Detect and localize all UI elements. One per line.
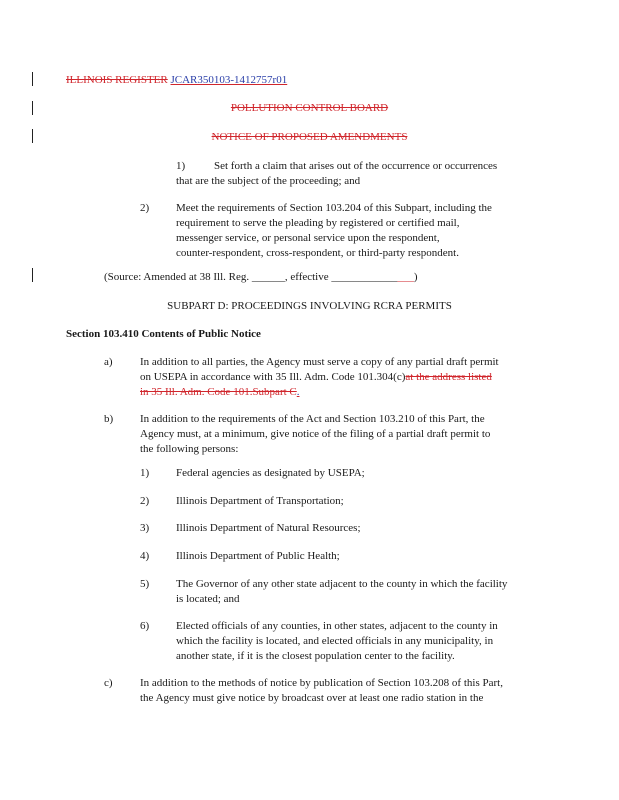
para-c-line: the Agency must give notice by broadcast over at least one radio station in the xyxy=(140,692,484,704)
source-inserted: ___ xyxy=(397,271,414,283)
section-heading: Section 103.410 Contents of Public Notice xyxy=(66,328,261,340)
list2-item-line: Federal agencies as designated by USEPA; xyxy=(176,467,365,479)
subpart-heading: SUBPART D: PROCEEDINGS INVOLVING RCRA PERMITS xyxy=(167,300,452,312)
para-a-deleted: at the address listed xyxy=(405,371,492,383)
notice-title: NOTICE OF PROPOSED AMENDMENTS xyxy=(211,131,408,143)
para-a-line xyxy=(140,386,300,398)
para-b-line: Agency must, at a minimum, give notice of the filing of a partial draft permit to xyxy=(140,428,491,440)
list2-item-line: Elected officials of any counties, in other states, adjacent to the county in xyxy=(176,620,498,632)
list1-item-2-line: messenger service, or personal service upon the respondent, xyxy=(176,232,440,244)
list2-item-num: 4) xyxy=(140,550,150,562)
para-c-label: c) xyxy=(104,677,113,689)
list2-item-num: 5) xyxy=(140,578,150,590)
list2-item-line: another state, if it is the closest population center to the facility. xyxy=(176,650,455,662)
para-a-line2-text: on USEPA in accordance with 35 Ill. Adm. Code 101.304(c) xyxy=(140,371,406,383)
change-bar xyxy=(32,72,33,86)
para-b-line: In addition to the requirements of the Act and Section 103.210 of this Part, the xyxy=(140,413,485,425)
list2-item-num: 3) xyxy=(140,522,150,534)
list1-item-2-line: requirement to serve the pleading by registered or certified mail, xyxy=(176,217,460,229)
list1-item-1-line: Set forth a claim that arises out of the occurrence or occurrences xyxy=(214,160,498,172)
list1-item-2-num: 2) xyxy=(140,202,150,214)
change-bar xyxy=(32,268,33,282)
source-text: (Source: Amended at 38 Ill. Reg. ______, effective ____________ xyxy=(104,271,398,283)
para-a-line xyxy=(140,371,492,383)
para-a-line: In addition to all parties, the Agency must serve a copy of any partial draft permit xyxy=(140,356,499,368)
para-b-label: b) xyxy=(104,413,114,425)
list2-item-line: The Governor of any other state adjacent to the county in which the facility xyxy=(176,578,508,590)
para-b-line: the following persons: xyxy=(140,443,239,455)
register-struck: ILLINOIS REGISTER xyxy=(66,74,168,86)
list2-item-num: 6) xyxy=(140,620,150,632)
source-note xyxy=(104,271,418,283)
list2-item-num: 2) xyxy=(140,495,150,507)
para-c-line: In addition to the methods of notice by publication of Section 103.208 of this Part, xyxy=(140,677,503,689)
board-title: POLLUTION CONTROL BOARD xyxy=(230,102,389,114)
register-header xyxy=(66,74,287,86)
source-close: ) xyxy=(413,271,418,283)
list1-item-1-line: that are the subject of the proceeding; and xyxy=(176,175,361,187)
list2-item-num: 1) xyxy=(140,467,150,479)
list1-item-2-line: counter-respondent, cross-respondent, or third-party respondent. xyxy=(176,247,459,259)
para-a-inserted: . xyxy=(296,386,300,398)
list2-item-line: Illinois Department of Natural Resources; xyxy=(176,522,361,534)
para-a-deleted: in 35 Ill. Adm. Code 101.Subpart C xyxy=(140,386,297,398)
list2-item-line: Illinois Department of Transportation; xyxy=(176,495,344,507)
list2-item-line: which the facility is located, and elected officials in any municipality, in xyxy=(176,635,494,647)
list2-item-line: Illinois Department of Public Health; xyxy=(176,550,340,562)
register-inserted: JCAR350103-1412757r01 xyxy=(170,74,288,86)
para-a-label: a) xyxy=(104,356,113,368)
list1-item-1-num: 1) xyxy=(176,160,186,172)
list2-item-line: is located; and xyxy=(176,593,240,605)
list1-item-2-line: Meet the requirements of Section 103.204 of this Subpart, including the xyxy=(176,202,492,214)
